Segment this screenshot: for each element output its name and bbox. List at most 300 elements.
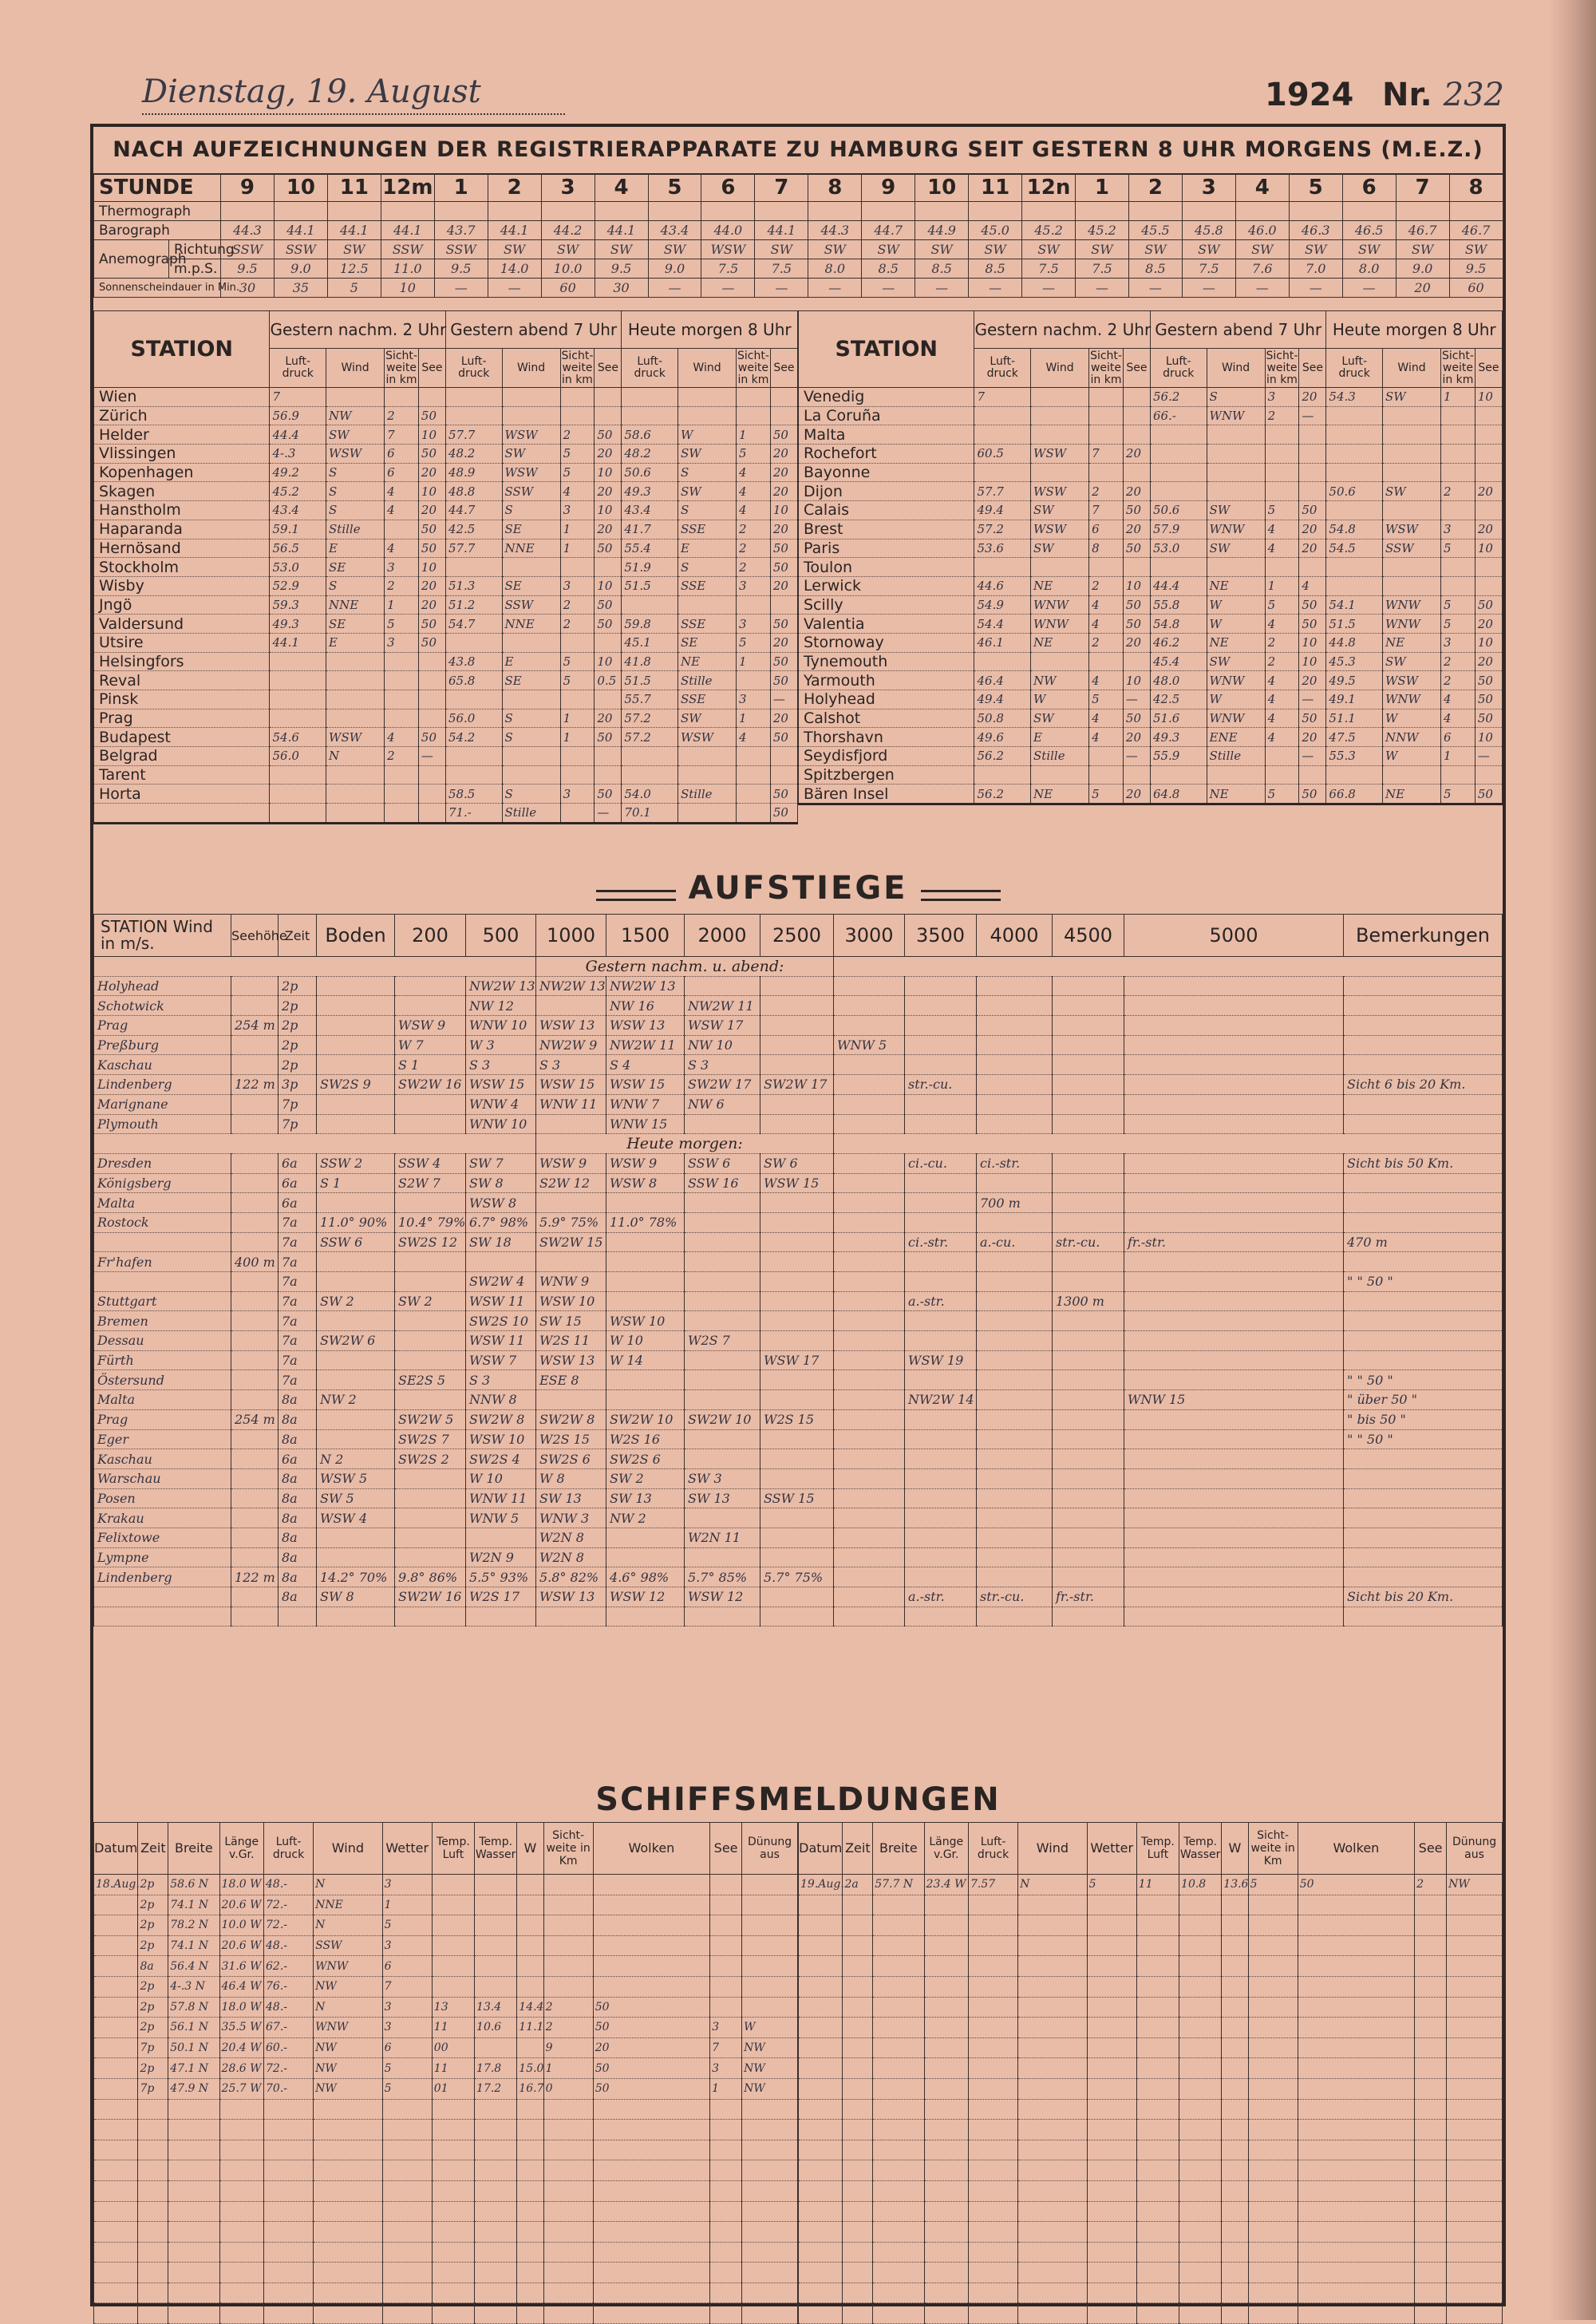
ship-row — [94, 1997, 798, 2018]
ship-value — [94, 1997, 138, 2018]
station-value: 1 — [1441, 747, 1476, 766]
ascent-value: a.-str. — [905, 1291, 977, 1311]
ship-value — [924, 2058, 968, 2079]
ascent-value — [1053, 976, 1124, 996]
station-value: 4 — [1089, 595, 1124, 615]
ship-row — [799, 1875, 1503, 1895]
ascent-value: WSW 10 — [466, 1429, 536, 1449]
station-value: 54.3 — [1326, 388, 1383, 407]
ascent-value: SW2W 16 — [395, 1587, 466, 1607]
station-value: 4 — [737, 501, 771, 520]
ship-value — [1136, 2263, 1179, 2283]
ascent-column-header: 2000 — [685, 915, 760, 957]
ascent-value — [1124, 1409, 1344, 1429]
ascent-value: " " 50 " — [1344, 1370, 1503, 1390]
ascent-elevation: 254 m — [231, 1016, 279, 1036]
ship-value — [475, 2222, 517, 2243]
sub-header: Wind — [1207, 349, 1265, 388]
station-value: 20 — [1123, 445, 1150, 464]
ship-value — [1415, 2160, 1447, 2181]
barograph-cell: 44.1 — [595, 221, 648, 240]
ship-value: 11 — [432, 2018, 474, 2038]
station-value: 54.2 — [445, 728, 502, 747]
station-value: 50.6 — [1326, 482, 1383, 501]
ship-value — [1018, 2078, 1088, 2099]
ship-value — [475, 2120, 517, 2140]
ascent-value — [1053, 1212, 1124, 1232]
barograph-cell: 44.1 — [755, 221, 808, 240]
ascent-value — [1053, 1331, 1124, 1351]
station-value: Stille — [1031, 747, 1089, 766]
ascent-time: 7a — [279, 1252, 317, 1272]
station-value: 49.4 — [974, 501, 1031, 520]
ascent-row — [94, 1607, 1503, 1626]
sunshine-cell: 35 — [274, 279, 327, 298]
ship-value — [799, 1915, 843, 1936]
ascent-value: W 8 — [536, 1468, 606, 1488]
ship-value — [1179, 2201, 1222, 2222]
station-value — [737, 804, 771, 824]
ship-value: 48.- — [264, 1997, 314, 2018]
ascent-value: S 3 — [685, 1055, 760, 1075]
ship-value: 2p — [138, 1875, 168, 1895]
ship-value — [1087, 2058, 1136, 2079]
ship-value — [969, 2201, 1018, 2222]
station-name: Helsingfors — [94, 652, 270, 671]
wind-direction-cell: SW — [488, 240, 541, 259]
station-value — [1475, 463, 1502, 482]
ascent-value — [1344, 1193, 1503, 1213]
station-value: 4 — [1265, 539, 1299, 558]
station-name: Bayonne — [799, 463, 974, 482]
station-value: WNW — [1031, 595, 1089, 615]
ship-value: NW — [742, 2058, 798, 2079]
station-value — [678, 595, 736, 615]
stations-table-left — [93, 310, 798, 824]
station-value: 43.4 — [622, 501, 678, 520]
station-value — [1441, 765, 1476, 785]
ascent-value — [1124, 996, 1344, 1016]
ship-value — [264, 2180, 314, 2201]
ship-value — [94, 2058, 138, 2079]
ascent-value: SW2S 10 — [466, 1311, 536, 1331]
ascent-value: NW2W 13 — [606, 976, 685, 996]
thermograph-cell — [1076, 202, 1129, 221]
barograph-cell: 45.5 — [1128, 221, 1182, 240]
station-row — [94, 539, 798, 558]
ascent-station: Kaschau — [94, 1055, 231, 1075]
ship-value — [517, 2180, 543, 2201]
station-value: 50 — [1123, 501, 1150, 520]
ascent-value — [395, 1350, 466, 1370]
thermograph-cell — [274, 202, 327, 221]
ascent-value — [1344, 1607, 1503, 1626]
station-value — [1299, 463, 1326, 482]
ship-value — [314, 2263, 383, 2283]
station-row — [94, 445, 798, 464]
ship-header — [94, 1823, 798, 1875]
ascent-value — [1124, 1193, 1344, 1213]
station-value: 2 — [560, 615, 595, 634]
ascent-value: W2S 15 — [536, 1429, 606, 1449]
thermograph-cell — [862, 202, 915, 221]
page-edge-shadow — [1548, 0, 1596, 2320]
ship-value — [475, 2282, 517, 2303]
ship-value — [1298, 2078, 1414, 2099]
wind-speed-cell: 8.5 — [1128, 259, 1182, 279]
station-value — [770, 388, 797, 407]
ship-value — [1248, 1956, 1298, 1977]
station-row — [799, 539, 1503, 558]
station-value: W — [1382, 747, 1440, 766]
ascent-value: WSW 15 — [466, 1075, 536, 1095]
ship-value — [873, 2120, 924, 2140]
ship-value — [799, 2263, 843, 2283]
station-value — [1207, 445, 1265, 464]
station-value — [560, 388, 595, 407]
ship-value — [219, 2120, 263, 2140]
ship-value — [873, 2303, 924, 2324]
ascent-value — [1344, 1173, 1503, 1193]
ascent-row — [94, 1173, 1503, 1193]
ascent-elevation — [231, 1528, 279, 1547]
ascent-time: 8a — [279, 1587, 317, 1607]
wind-speed-cell: 7.6 — [1235, 259, 1289, 279]
ship-value — [873, 2018, 924, 2038]
station-value — [1441, 576, 1476, 595]
sunshine-cell: — — [1022, 279, 1076, 298]
station-value: 2 — [1441, 652, 1476, 671]
ascent-value — [317, 1409, 395, 1429]
ship-value — [843, 1895, 873, 1915]
station-value — [1089, 463, 1124, 482]
thermograph-cell — [488, 202, 541, 221]
ship-value — [168, 2160, 219, 2181]
station-value — [595, 558, 622, 577]
ship-column-header: Wind — [1018, 1823, 1088, 1875]
ascent-value: SW 13 — [606, 1488, 685, 1508]
ship-value: 50 — [593, 2018, 709, 2038]
station-value: SSE — [678, 690, 736, 709]
ship-value — [969, 2160, 1018, 2181]
ship-value — [924, 1895, 968, 1915]
station-value: 2 — [560, 425, 595, 445]
ascent-value: SW2S 6 — [536, 1449, 606, 1469]
ascent-value: WSW 5 — [317, 1468, 395, 1488]
station-value: NE — [1207, 785, 1265, 804]
ascent-value: SW 7 — [466, 1153, 536, 1173]
sunshine-cell: — — [1128, 279, 1182, 298]
station-value — [974, 558, 1031, 577]
ship-value — [475, 1976, 517, 1997]
station-value: 50 — [1123, 595, 1150, 615]
ship-value — [843, 1915, 873, 1936]
ascent-value — [395, 1114, 466, 1134]
ship-value — [314, 2303, 383, 2324]
ship-value — [1087, 2282, 1136, 2303]
sub-header: See — [770, 349, 797, 388]
station-value: SW — [1031, 539, 1089, 558]
station-value: W — [1207, 690, 1265, 709]
ship-column-header: Temp. Luft — [432, 1823, 474, 1875]
ship-value — [168, 2099, 219, 2120]
ascent-value: N 2 — [317, 1449, 395, 1469]
ascent-row — [94, 1016, 1503, 1036]
ascent-row — [94, 1547, 1503, 1567]
sub-header: Luft-druck — [270, 349, 326, 388]
wind-direction-cell: SW — [969, 240, 1022, 259]
ship-value: 74.1 N — [168, 1935, 219, 1956]
station-value — [595, 633, 622, 652]
station-value: WSW — [1031, 520, 1089, 539]
station-value: 44.7 — [445, 501, 502, 520]
wind-speed-row — [94, 259, 1503, 279]
ascent-value — [905, 1449, 977, 1469]
ship-value — [517, 1956, 543, 1977]
ascent-value — [905, 976, 977, 996]
station-value — [1123, 388, 1150, 407]
ascent-value: SW2S 2 — [395, 1449, 466, 1469]
hour-cell: 1 — [434, 174, 488, 202]
ascent-value — [834, 976, 905, 996]
ascent-value: W 7 — [395, 1035, 466, 1055]
ship-value — [843, 2263, 873, 2283]
ship-value — [1415, 1956, 1447, 1977]
ascent-value — [760, 1587, 834, 1607]
ship-value — [843, 2120, 873, 2140]
ship-value — [843, 1997, 873, 2018]
station-name: Thorshavn — [799, 728, 974, 747]
ship-value: 76.- — [264, 1976, 314, 1997]
ascent-value — [834, 1193, 905, 1213]
header-year: 1924 — [1265, 77, 1354, 113]
ascent-station: Preßburg — [94, 1035, 231, 1055]
ascent-station: Prag — [94, 1409, 231, 1429]
ascent-elevation: 400 m — [231, 1252, 279, 1272]
ascent-column-header: Boden — [317, 915, 395, 957]
ascent-value: " über 50 " — [1344, 1390, 1503, 1410]
station-name: Tarent — [94, 765, 270, 785]
wind-direction-cell: SW — [1182, 240, 1235, 259]
station-value: 45.2 — [270, 482, 326, 501]
station-value: 50 — [595, 615, 622, 634]
ship-value — [799, 1997, 843, 2018]
ship-value — [314, 2201, 383, 2222]
station-value: 3 — [560, 785, 595, 804]
ship-value — [710, 2120, 742, 2140]
ascent-station: Fürth — [94, 1350, 231, 1370]
ship-value — [475, 2201, 517, 2222]
station-name: Pinsk — [94, 690, 270, 709]
ascent-row — [94, 1232, 1503, 1252]
sub-header: Luft-druck — [1150, 349, 1207, 388]
station-value — [1031, 406, 1089, 425]
ship-value — [543, 2222, 593, 2243]
station-value: 5 — [1265, 785, 1299, 804]
ship-value — [873, 1976, 924, 1997]
ship-value — [710, 1895, 742, 1915]
ship-value: 20.4 W — [219, 2037, 263, 2058]
station-value: 1 — [385, 595, 419, 615]
station-name: La Coruña — [799, 406, 974, 425]
station-value — [502, 690, 560, 709]
ship-value — [799, 2282, 843, 2303]
ship-value — [1222, 2201, 1248, 2222]
ship-value — [1447, 1997, 1503, 2018]
ascent-value: WSW 10 — [536, 1291, 606, 1311]
ascent-value — [1053, 1311, 1124, 1331]
station-value: 2 — [1089, 633, 1124, 652]
station-value — [385, 804, 419, 824]
station-value: 20 — [770, 482, 797, 501]
station-value: 50 — [770, 728, 797, 747]
station-value: 51.5 — [622, 576, 678, 595]
ascent-column-header: Bemerkungen — [1344, 915, 1503, 957]
ship-value — [432, 2303, 474, 2324]
hour-cell: 10 — [274, 174, 327, 202]
ship-value — [799, 2058, 843, 2079]
station-value: 10 — [595, 652, 622, 671]
station-value: — — [1123, 690, 1150, 709]
ascent-value: WNW 11 — [466, 1488, 536, 1508]
station-value: 20 — [595, 445, 622, 464]
station-value — [1475, 576, 1502, 595]
station-value: 46.2 — [1150, 633, 1207, 652]
station-value: SW — [1207, 652, 1265, 671]
station-value — [974, 463, 1031, 482]
wind-direction-cell: SW — [1235, 240, 1289, 259]
sub-header: Wind — [1382, 349, 1440, 388]
station-value: E — [326, 633, 385, 652]
station-value: — — [1299, 690, 1326, 709]
ascent-elevation — [231, 1291, 279, 1311]
ship-value — [517, 2242, 543, 2263]
station-value — [1382, 425, 1440, 445]
station-value: 59.1 — [270, 520, 326, 539]
ship-value — [138, 2201, 168, 2222]
ascent-value — [977, 976, 1053, 996]
station-label: STATION — [799, 311, 974, 388]
ship-value — [873, 2140, 924, 2160]
ascent-value — [834, 1212, 905, 1232]
barograph-cell: 43.7 — [434, 221, 488, 240]
ascent-value: SW2S 9 — [317, 1075, 395, 1095]
banner-rule-left — [596, 890, 676, 901]
ascent-value: 10.4° 79% — [395, 1212, 466, 1232]
station-value: 46.1 — [974, 633, 1031, 652]
station-value — [974, 652, 1031, 671]
ascent-time: 3p — [279, 1075, 317, 1095]
ascent-value: 5.9° 75% — [536, 1212, 606, 1232]
ascent-value — [317, 1114, 395, 1134]
station-value: 41.8 — [622, 652, 678, 671]
ship-value — [742, 2099, 798, 2120]
richtung-label: Richtung — [169, 240, 221, 259]
ascent-value: ci.-cu. — [905, 1153, 977, 1173]
station-value: WNW — [1207, 709, 1265, 728]
station-value: 3 — [1265, 388, 1299, 407]
ascent-time: 6a — [279, 1153, 317, 1173]
ship-value — [1248, 2099, 1298, 2120]
station-value: 20 — [595, 482, 622, 501]
station-value — [1089, 747, 1124, 766]
station-value: 5 — [1441, 785, 1476, 804]
ascent-value — [1124, 976, 1344, 996]
ship-value — [1415, 1976, 1447, 1997]
ship-value — [382, 2263, 432, 2283]
station-value: 5 — [1265, 501, 1299, 520]
ascent-value — [977, 1272, 1053, 1292]
station-value — [1265, 482, 1299, 501]
station-row — [799, 425, 1503, 445]
ascent-value — [395, 1311, 466, 1331]
ship-value: 57.7 N — [873, 1875, 924, 1895]
station-name: Prag — [94, 709, 270, 728]
ascent-value — [977, 1350, 1053, 1370]
ship-value: 74.1 N — [168, 1895, 219, 1915]
ascent-row — [94, 1035, 1503, 1055]
ascent-value: W 10 — [606, 1331, 685, 1351]
station-value: WSW — [1031, 445, 1089, 464]
station-value — [1207, 482, 1265, 501]
station-value — [1265, 463, 1299, 482]
station-row — [799, 671, 1503, 690]
ship-value — [517, 2120, 543, 2140]
station-value: Stille — [1207, 747, 1265, 766]
sub-header: Wind — [326, 349, 385, 388]
ship-value — [1248, 2201, 1298, 2222]
station-value: 1 — [1265, 576, 1299, 595]
ship-value — [593, 1976, 709, 1997]
ascent-time: 7a — [279, 1272, 317, 1292]
ship-value — [799, 2201, 843, 2222]
ascent-value: 5.8° 82% — [536, 1567, 606, 1587]
ship-value — [1447, 1956, 1503, 1977]
ascent-row — [94, 1212, 1503, 1232]
ascent-value — [977, 1429, 1053, 1449]
ascent-value: NW 2 — [317, 1390, 395, 1410]
ship-value — [1222, 1956, 1248, 1977]
ascent-value — [760, 1429, 834, 1449]
sunshine-cell: — — [434, 279, 488, 298]
ascent-value — [1344, 1055, 1503, 1075]
ascent-elevation — [231, 1114, 279, 1134]
ascent-value: 5.7° 75% — [760, 1567, 834, 1587]
ship-row — [799, 1895, 1503, 1915]
ship-value — [1298, 2099, 1414, 2120]
station-value: 46.4 — [974, 671, 1031, 690]
station-value — [1299, 765, 1326, 785]
ascent-value — [1053, 1409, 1124, 1429]
ship-value — [873, 2222, 924, 2243]
station-value: 50 — [770, 558, 797, 577]
ship-value: 1 — [710, 2078, 742, 2099]
ship-value — [475, 2303, 517, 2324]
ascent-value — [977, 1035, 1053, 1055]
sub-header: Sicht-weite in km — [1266, 349, 1298, 386]
ship-value — [314, 2282, 383, 2303]
station-value — [502, 388, 560, 407]
ascent-value — [1344, 1468, 1503, 1488]
ship-row — [799, 1915, 1503, 1936]
station-value: SE — [502, 671, 560, 690]
ship-column-header: Wolken — [1298, 1823, 1414, 1875]
ascent-value: " " 50 " — [1344, 1429, 1503, 1449]
station-header — [94, 311, 798, 349]
sunshine-row — [94, 279, 1503, 298]
station-value: WNW — [1382, 690, 1440, 709]
station-value — [385, 690, 419, 709]
